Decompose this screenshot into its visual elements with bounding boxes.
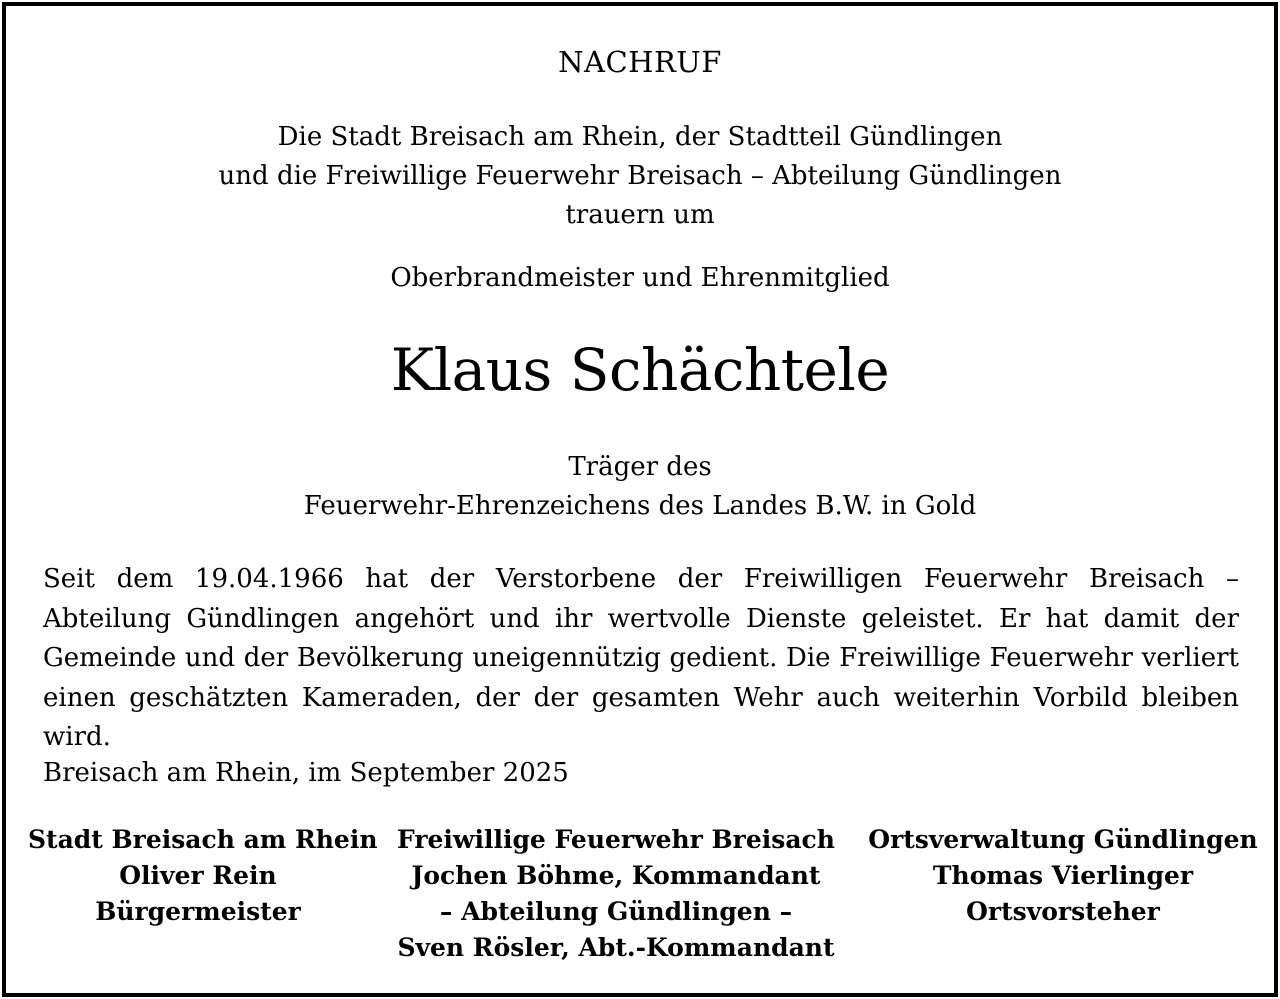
signature-line: Oliver Rein xyxy=(119,861,277,890)
signature-line: Thomas Vierlinger xyxy=(932,861,1194,890)
obituary-notice xyxy=(2,2,1278,997)
signature-organization: Freiwillige Feuerwehr Breisach xyxy=(397,825,835,854)
honor-award xyxy=(6,448,1274,526)
mourners-intro xyxy=(6,118,1274,235)
intro-line: und die Freiwillige Feuerwehr Breisach – Abteilung Gündlingen xyxy=(218,161,1062,191)
honor-line: Träger des xyxy=(568,452,712,482)
signature-block-city xyxy=(28,822,378,930)
signature-organization: Stadt Breisach am Rhein xyxy=(28,825,378,854)
deceased-name: Klaus Schächtele xyxy=(390,336,890,404)
honor-line: Feuerwehr-Ehrenzeichens des Landes B.W. in Gold xyxy=(303,491,977,521)
signature-line: Jochen Böhme, Kommandant xyxy=(411,861,821,890)
signature-line: – Abteilung Gündlingen – xyxy=(439,897,793,926)
place-date: Breisach am Rhein, im September 2025 xyxy=(43,758,569,788)
signature-line: Bürgermeister xyxy=(95,897,301,926)
signature-block-district-office xyxy=(868,822,1258,930)
intro-line: trauern um xyxy=(565,200,715,230)
signature-line: Ortsvorsteher xyxy=(966,897,1160,926)
signature-organization: Ortsverwaltung Gündlingen xyxy=(868,825,1258,854)
intro-line: Die Stadt Breisach am Rhein, der Stadtteil Gündlingen xyxy=(277,122,1003,152)
signature-block-fire-department xyxy=(396,822,836,966)
tribute-paragraph: Seit dem 19.04.1966 hat der Verstorbene der Freiwilligen Feuerwehr Breisach – Abteilung Gündlingen angehört und ihr wertvolle Dienste geleistet. Er hat damit der Gemeinde und der Bevölkerung uneigennützig gedient. Die Freiwillige Feuerwehr verliert einen geschätzten Kameraden, der der gesamten Wehr auch weiterhin Vorbild bleiben wird. xyxy=(43,564,1239,752)
deceased-rank: Oberbrandmeister und Ehrenmitglied xyxy=(390,263,890,293)
notice-title: NACHRUF xyxy=(558,45,722,79)
signature-line: Sven Rösler, Abt.-Kommandant xyxy=(397,933,835,962)
